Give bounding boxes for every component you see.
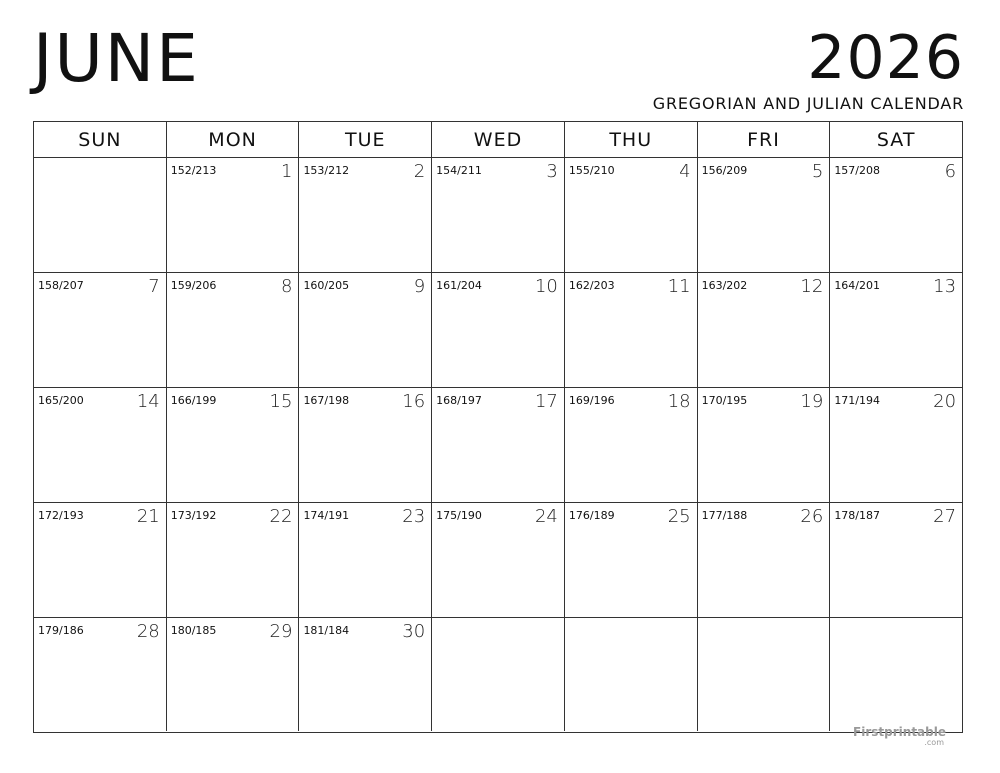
week-row [34, 503, 962, 618]
day-number: 19 [800, 391, 824, 412]
month-title: JUNE [33, 20, 200, 97]
week-row [34, 158, 962, 273]
day-cell [698, 158, 831, 272]
day-number: 18 [667, 391, 691, 412]
weekday-header: MON [167, 122, 300, 157]
julian-day: 165/200 [38, 394, 84, 407]
day-number: 25 [667, 506, 691, 527]
brand-domain: .com [924, 738, 944, 747]
week-row [34, 618, 962, 731]
day-cell [432, 388, 565, 502]
julian-day: 171/194 [834, 394, 881, 407]
julian-day: 166/199 [170, 394, 217, 407]
julian-day: 164/201 [834, 279, 881, 292]
julian-day: 155/210 [568, 164, 615, 177]
julian-day: 173/192 [170, 509, 217, 522]
julian-day: 174/191 [303, 509, 350, 522]
day-cell [698, 273, 831, 387]
julian-day: 152/213 [170, 164, 217, 177]
weekday-header: SUN [34, 122, 167, 157]
day-number: 2 [413, 161, 426, 182]
day-number: 8 [280, 276, 293, 297]
day-number: 22 [269, 506, 293, 527]
julian-day: 159/206 [170, 279, 217, 292]
julian-day: 153/212 [303, 164, 350, 177]
day-cell [698, 618, 831, 731]
day-cell [432, 273, 565, 387]
julian-day: 176/189 [568, 509, 615, 522]
julian-day: 162/203 [568, 279, 615, 292]
weekday-header: THU [565, 122, 698, 157]
week-row [34, 388, 962, 503]
julian-day: 179/186 [38, 624, 84, 637]
day-cell [565, 618, 698, 731]
weekday-header-row [34, 122, 962, 158]
day-cell [34, 388, 167, 502]
day-cell [299, 158, 432, 272]
day-cell [698, 388, 831, 502]
day-cell [167, 618, 300, 731]
day-number: 9 [413, 276, 426, 297]
julian-day: 169/196 [568, 394, 615, 407]
day-cell [167, 503, 300, 617]
day-number: 13 [933, 276, 957, 297]
julian-day: 161/204 [436, 279, 482, 292]
day-cell [167, 158, 300, 272]
day-number: 3 [546, 161, 558, 182]
julian-day: 163/202 [701, 279, 748, 292]
day-number: 10 [534, 276, 558, 297]
week-row [34, 273, 962, 388]
day-number: 28 [136, 621, 160, 642]
day-number: 29 [269, 621, 293, 642]
day-number: 6 [944, 161, 957, 182]
day-cell [565, 503, 698, 617]
day-cell [830, 618, 962, 731]
day-cell [432, 618, 565, 731]
day-cell [34, 273, 167, 387]
day-number: 7 [148, 276, 160, 297]
julian-day: 158/207 [38, 279, 84, 292]
brand-logo: Firstprintable [853, 725, 946, 739]
calendar-grid [33, 121, 963, 733]
day-number: 24 [534, 506, 558, 527]
day-cell [34, 158, 167, 272]
day-cell [565, 273, 698, 387]
day-number: 27 [933, 506, 957, 527]
day-number: 14 [136, 391, 160, 412]
calendar-subtitle: GREGORIAN AND JULIAN CALENDAR [652, 94, 964, 113]
julian-day: 170/195 [701, 394, 748, 407]
day-number: 11 [667, 276, 691, 297]
day-number: 30 [402, 621, 426, 642]
julian-day: 178/187 [834, 509, 881, 522]
day-cell [432, 503, 565, 617]
day-number: 21 [136, 506, 160, 527]
day-number: 16 [402, 391, 426, 412]
weekday-header: WED [432, 122, 565, 157]
julian-day: 154/211 [436, 164, 482, 177]
day-cell [167, 273, 300, 387]
day-cell [830, 273, 962, 387]
julian-day: 181/184 [303, 624, 350, 637]
day-cell [299, 388, 432, 502]
year-title: 2026 [807, 23, 964, 93]
day-cell [830, 503, 962, 617]
day-cell [299, 618, 432, 731]
day-cell [565, 158, 698, 272]
julian-day: 180/185 [170, 624, 217, 637]
day-cell [167, 388, 300, 502]
day-number: 23 [402, 506, 426, 527]
weekday-header: FRI [698, 122, 831, 157]
julian-day: 175/190 [436, 509, 482, 522]
julian-day: 160/205 [303, 279, 350, 292]
day-cell [34, 618, 167, 731]
day-number: 4 [679, 161, 691, 182]
day-number: 12 [800, 276, 824, 297]
day-cell [299, 503, 432, 617]
weekday-header: SAT [876, 128, 916, 151]
julian-day: 157/208 [834, 164, 881, 177]
julian-day: 168/197 [436, 394, 482, 407]
day-cell [34, 503, 167, 617]
day-cell [432, 158, 565, 272]
day-number: 15 [269, 391, 293, 412]
day-cell [698, 503, 831, 617]
day-cell [299, 273, 432, 387]
day-number: 5 [811, 161, 824, 182]
day-cell [830, 158, 962, 272]
julian-day: 177/188 [701, 509, 748, 522]
day-cell [830, 388, 962, 502]
julian-day: 156/209 [701, 164, 748, 177]
julian-day: 167/198 [303, 394, 350, 407]
day-number: 20 [933, 391, 957, 412]
day-number: 17 [534, 391, 558, 412]
day-cell [565, 388, 698, 502]
day-number: 26 [800, 506, 824, 527]
julian-day: 172/193 [38, 509, 84, 522]
day-number: 1 [280, 161, 293, 182]
weekday-header: TUE [299, 122, 432, 157]
